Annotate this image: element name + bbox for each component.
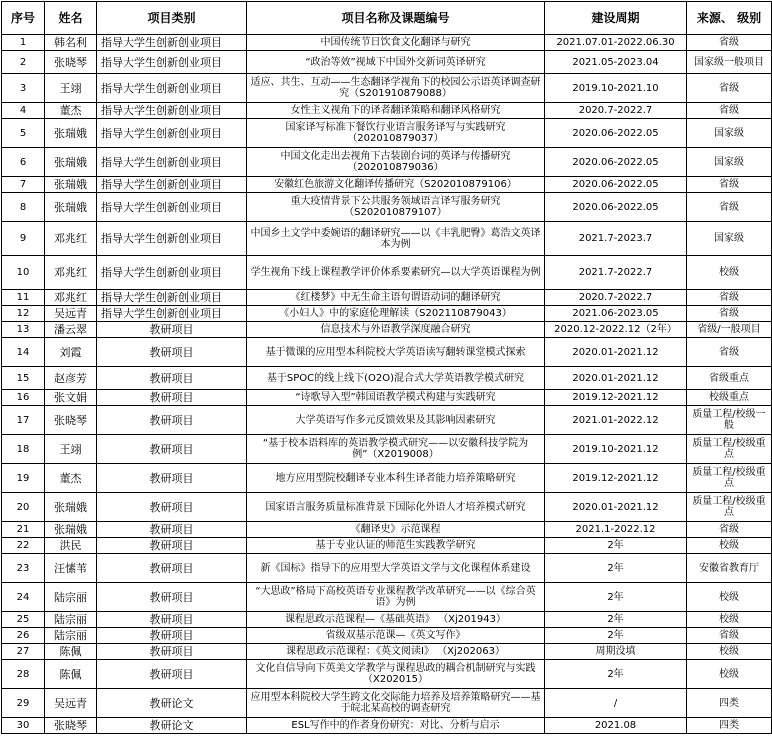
cell-title: 基于微课的应用型本科院校大学英语读写翻转课堂模式探索: [247, 338, 545, 367]
cell-name: 陆宗丽: [45, 583, 97, 612]
cell-period: 2019.10-2021.12: [545, 435, 687, 464]
table-row: [2, 522, 772, 538]
cell-name: 张晓琴: [45, 718, 97, 734]
cell-level: 校级: [687, 660, 772, 689]
cell-num: 30: [2, 718, 45, 734]
cell-num: 26: [2, 628, 45, 644]
cell-type: 教研项目: [97, 435, 247, 464]
cell-name: 陆宗丽: [45, 612, 97, 628]
cell-level: 省级: [687, 628, 772, 644]
table-row: [2, 103, 772, 119]
cell-period: 周期没填: [545, 644, 687, 660]
cell-period: 2020.06-2022.05: [545, 119, 687, 148]
cell-type: 指导大学生创新创业项目: [97, 103, 247, 119]
cell-period: 2020.7-2022.7: [545, 103, 687, 119]
table-row: [2, 338, 772, 367]
cell-period: 2019.12-2021.12: [545, 464, 687, 493]
table-row: [2, 322, 772, 338]
cell-num: 7: [2, 177, 45, 193]
cell-level: 省级/一般项目: [687, 322, 772, 338]
cell-type: 指导大学生创新创业项目: [97, 256, 247, 290]
table-row: [2, 390, 772, 406]
table-row: [2, 583, 772, 612]
table-row: [2, 660, 772, 689]
cell-title: 地方应用型院校翻译专业本科生译者能力培养策略研究: [247, 464, 545, 493]
cell-type: 教研项目: [97, 522, 247, 538]
cell-period: 2020.01-2021.12: [545, 493, 687, 522]
table-row: [2, 306, 772, 322]
cell-type: 教研项目: [97, 554, 247, 583]
projects-table: [1, 1, 772, 734]
cell-period: 2021.1-2022.12: [545, 522, 687, 538]
cell-level: 省级重点: [687, 367, 772, 390]
table-row: [2, 554, 772, 583]
cell-num: 4: [2, 103, 45, 119]
cell-name: 张瑞娥: [45, 493, 97, 522]
cell-num: 5: [2, 119, 45, 148]
cell-type: 指导大学生创新创业项目: [97, 306, 247, 322]
cell-title: 新《国标》指导下的应用型大学英语文学与文化课程体系建设: [247, 554, 545, 583]
cell-title: ESL写作中的作者身份研究：对比、分析与启示: [247, 718, 545, 734]
cell-name: 吴远青: [45, 306, 97, 322]
cell-level: 校级重点: [687, 390, 772, 406]
table-row: [2, 612, 772, 628]
cell-level: 省级: [687, 177, 772, 193]
cell-num: 18: [2, 435, 45, 464]
cell-name: 张文娟: [45, 390, 97, 406]
cell-num: 28: [2, 660, 45, 689]
cell-num: 1: [2, 35, 45, 51]
cell-num: 3: [2, 74, 45, 103]
cell-num: 15: [2, 367, 45, 390]
cell-num: 8: [2, 193, 45, 222]
cell-name: 王翊: [45, 74, 97, 103]
cell-type: 指导大学生创新创业项目: [97, 74, 247, 103]
cell-title: 《小妇人》中的家庭伦理解读（S202110879043）: [247, 306, 545, 322]
cell-level: 质量工程/校级重点: [687, 464, 772, 493]
cell-period: 2021.01-2022.12: [545, 406, 687, 435]
cell-level: 校级: [687, 256, 772, 290]
cell-period: 2020.06-2022.05: [545, 148, 687, 177]
cell-num: 10: [2, 256, 45, 290]
cell-num: 9: [2, 222, 45, 256]
cell-num: 2: [2, 51, 45, 74]
cell-period: 2年: [545, 583, 687, 612]
cell-name: 陈佩: [45, 644, 97, 660]
cell-period: 2021.05-2023.04: [545, 51, 687, 74]
cell-num: 25: [2, 612, 45, 628]
cell-period: 2021.07.01-2022.06.30: [545, 35, 687, 51]
cell-level: 质量工程/校级重点: [687, 435, 772, 464]
cell-level: 校级: [687, 538, 772, 554]
table-row: [2, 406, 772, 435]
cell-num: 29: [2, 689, 45, 718]
cell-level: 国家级: [687, 148, 772, 177]
cell-type: 指导大学生创新创业项目: [97, 193, 247, 222]
cell-level: 国家级: [687, 222, 772, 256]
cell-name: 董杰: [45, 103, 97, 119]
cell-type: 教研项目: [97, 644, 247, 660]
cell-title: 国家译写标准下餐饮行业语言服务译写与实践研究（202010879037）: [247, 119, 545, 148]
cell-period: 2年: [545, 538, 687, 554]
cell-title: “诗歌导入型”韩国语教学模式构建与实践研究: [247, 390, 545, 406]
cell-title: 适应、共生、互动——生态翻译学视角下的校园公示语英译调查研究（S201910879088）: [247, 74, 545, 103]
cell-type: 教研项目: [97, 612, 247, 628]
cell-type: 教研论文: [97, 689, 247, 718]
cell-type: 指导大学生创新创业项目: [97, 177, 247, 193]
cell-type: 教研项目: [97, 338, 247, 367]
cell-level: 省级: [687, 522, 772, 538]
cell-title: 中国文化走出去视角下古装剧台词的英译与传播研究（202010879036）: [247, 148, 545, 177]
cell-name: 张瑞娥: [45, 522, 97, 538]
cell-period: 2年: [545, 628, 687, 644]
cell-num: 11: [2, 290, 45, 306]
table-row: [2, 119, 772, 148]
header-num: 序号: [2, 2, 45, 35]
cell-title: 大学英语写作多元反馈效果及其影响因素研究: [247, 406, 545, 435]
cell-name: 邓兆红: [45, 222, 97, 256]
table-row: [2, 435, 772, 464]
cell-type: 教研项目: [97, 367, 247, 390]
cell-level: 校级: [687, 644, 772, 660]
cell-level: 省级: [687, 103, 772, 119]
cell-type: 指导大学生创新创业项目: [97, 35, 247, 51]
cell-level: 质量工程/校级重点: [687, 493, 772, 522]
cell-period: 2020.06-2022.05: [545, 177, 687, 193]
header-type: 项目类别: [97, 2, 247, 35]
cell-title: 应用型本科院校大学生跨文化交际能力培养及培养策略研究——基于皖北某高校的调查研究: [247, 689, 545, 718]
cell-type: 教研项目: [97, 628, 247, 644]
cell-title: 中国乡土文学中委婉语的翻译研究——以《丰乳肥臀》葛浩文英译本为例: [247, 222, 545, 256]
cell-name: 张晓琴: [45, 406, 97, 435]
cell-name: 潘云翠: [45, 322, 97, 338]
cell-type: 指导大学生创新创业项目: [97, 148, 247, 177]
cell-num: 19: [2, 464, 45, 493]
table-row: [2, 689, 772, 718]
cell-name: 刘霞: [45, 338, 97, 367]
cell-name: 张瑞娥: [45, 177, 97, 193]
cell-title: 学生视角下线上课程教学评价体系要素研究—以大学英语课程为例: [247, 256, 545, 290]
cell-type: 指导大学生创新创业项目: [97, 222, 247, 256]
cell-level: 省级: [687, 35, 772, 51]
cell-title: 基于SPOC的线上线下(O2O)混合式大学英语教学模式研究: [247, 367, 545, 390]
cell-type: 指导大学生创新创业项目: [97, 290, 247, 306]
cell-level: 校级: [687, 583, 772, 612]
cell-level: 四类: [687, 718, 772, 734]
cell-title: 中国传统节日饮食文化翻译与研究: [247, 35, 545, 51]
table-row: [2, 51, 772, 74]
table-row: [2, 222, 772, 256]
table-row: [2, 367, 772, 390]
cell-title: 课程思政示范课程：《英文阅读I》 （Xj202063）: [247, 644, 545, 660]
cell-period: 2年: [545, 612, 687, 628]
cell-num: 22: [2, 538, 45, 554]
cell-period: 2019.10-2021.10: [545, 74, 687, 103]
table-row: [2, 74, 772, 103]
cell-level: 省级: [687, 338, 772, 367]
cell-title: “政治等效”视域下中国外交新词英译研究: [247, 51, 545, 74]
cell-title: 信息技术与外语教学深度融合研究: [247, 322, 545, 338]
cell-name: 张瑞娥: [45, 119, 97, 148]
cell-name: 邓兆红: [45, 290, 97, 306]
cell-level: 质量工程/校级一般: [687, 406, 772, 435]
cell-title: 省级双基示范课—《英文写作》: [247, 628, 545, 644]
cell-level: 校级: [687, 612, 772, 628]
table-row: [2, 35, 772, 51]
cell-name: 邓兆红: [45, 256, 97, 290]
table-row: [2, 718, 772, 734]
cell-name: 王翊: [45, 435, 97, 464]
cell-num: 13: [2, 322, 45, 338]
cell-num: 17: [2, 406, 45, 435]
cell-period: 2020.01-2021.12: [545, 338, 687, 367]
cell-name: 张瑞娥: [45, 193, 97, 222]
cell-num: 27: [2, 644, 45, 660]
cell-name: 吴远青: [45, 689, 97, 718]
cell-type: 教研项目: [97, 538, 247, 554]
table-row: [2, 644, 772, 660]
cell-num: 21: [2, 522, 45, 538]
cell-num: 20: [2, 493, 45, 522]
table-row: [2, 256, 772, 290]
cell-period: 2021.06-2023.05: [545, 306, 687, 322]
table-row: [2, 493, 772, 522]
table-row: [2, 148, 772, 177]
table-row: [2, 290, 772, 306]
cell-period: 2020.12-2022.12（2年）: [545, 322, 687, 338]
cell-level: 四类: [687, 689, 772, 718]
cell-type: 教研项目: [97, 406, 247, 435]
cell-title: 安徽红色旅游文化翻译传播研究（S202010879106）: [247, 177, 545, 193]
table-row: [2, 628, 772, 644]
cell-name: 陆宗丽: [45, 628, 97, 644]
cell-type: 教研项目: [97, 322, 247, 338]
cell-num: 24: [2, 583, 45, 612]
cell-period: 2021.7-2022.7: [545, 256, 687, 290]
cell-type: 教研项目: [97, 583, 247, 612]
header-name: 姓名: [45, 2, 97, 35]
cell-title: 国家语言服务质量标准背景下国际化外语人才培养模式研究: [247, 493, 545, 522]
cell-type: 指导大学生创新创业项目: [97, 51, 247, 74]
table-row: [2, 464, 772, 493]
cell-period: 2020.7-2022.7: [545, 290, 687, 306]
cell-title: 文化自信导向下英美文学教学与课程思政的耦合机制研究与实践（X202015）: [247, 660, 545, 689]
cell-type: 教研项目: [97, 660, 247, 689]
cell-name: 韩名利: [45, 35, 97, 51]
cell-period: 2年: [545, 554, 687, 583]
cell-level: 省级: [687, 290, 772, 306]
cell-period: 2020.01-2021.12: [545, 367, 687, 390]
cell-name: 洪民: [45, 538, 97, 554]
cell-title: 重大疫情背景下公共服务领域语言译写服务研究（S202010879107）: [247, 193, 545, 222]
cell-period: 2021.08: [545, 718, 687, 734]
cell-name: 张瑞娥: [45, 148, 97, 177]
cell-type: 教研项目: [97, 493, 247, 522]
table-row: [2, 538, 772, 554]
cell-level: 省级: [687, 193, 772, 222]
cell-level: 国家级: [687, 119, 772, 148]
cell-num: 12: [2, 306, 45, 322]
cell-title: 女性主义视角下的译者翻译策略和翻译风格研究: [247, 103, 545, 119]
header-period: 建设周期: [545, 2, 687, 35]
cell-num: 6: [2, 148, 45, 177]
cell-title: “基于校本语料库的英语教学模式研究——以安徽科技学院为例”（X2019008）: [247, 435, 545, 464]
cell-type: 指导大学生创新创业项目: [97, 119, 247, 148]
cell-num: 16: [2, 390, 45, 406]
cell-type: 教研项目: [97, 390, 247, 406]
cell-name: 张晓琴: [45, 51, 97, 74]
cell-num: 14: [2, 338, 45, 367]
cell-name: 汪愫苇: [45, 554, 97, 583]
cell-title: 《红楼梦》中无生命主语句谓语动词的翻译研究: [247, 290, 545, 306]
cell-type: 教研论文: [97, 718, 247, 734]
cell-period: 2020.06-2022.05: [545, 193, 687, 222]
header-level: 来源、 级别: [687, 2, 772, 35]
cell-title: 课程思政示范课程—《基础英语》 （Xj201943）: [247, 612, 545, 628]
cell-period: /: [545, 689, 687, 718]
cell-type: 教研项目: [97, 464, 247, 493]
cell-level: 省级: [687, 306, 772, 322]
cell-level: 省级: [687, 74, 772, 103]
cell-name: 赵彦芳: [45, 367, 97, 390]
cell-title: 《翻译史》示范课程: [247, 522, 545, 538]
cell-num: 23: [2, 554, 45, 583]
cell-period: 2年: [545, 660, 687, 689]
cell-period: 2021.7-2023.7: [545, 222, 687, 256]
header-row: [2, 2, 772, 35]
cell-level: 安徽省教育厅: [687, 554, 772, 583]
cell-title: “大思政”格局下高校英语专业课程教学改革研究——以《综合英语》为例: [247, 583, 545, 612]
table-row: [2, 177, 772, 193]
cell-name: 董杰: [45, 464, 97, 493]
header-title: 项目名称及课题编号: [247, 2, 545, 35]
cell-title: 基于专业认证的师范生实践教学研究: [247, 538, 545, 554]
cell-level: 国家级一般项目: [687, 51, 772, 74]
table-row: [2, 193, 772, 222]
cell-name: 陈佩: [45, 660, 97, 689]
cell-period: 2019.12-2021.12: [545, 390, 687, 406]
